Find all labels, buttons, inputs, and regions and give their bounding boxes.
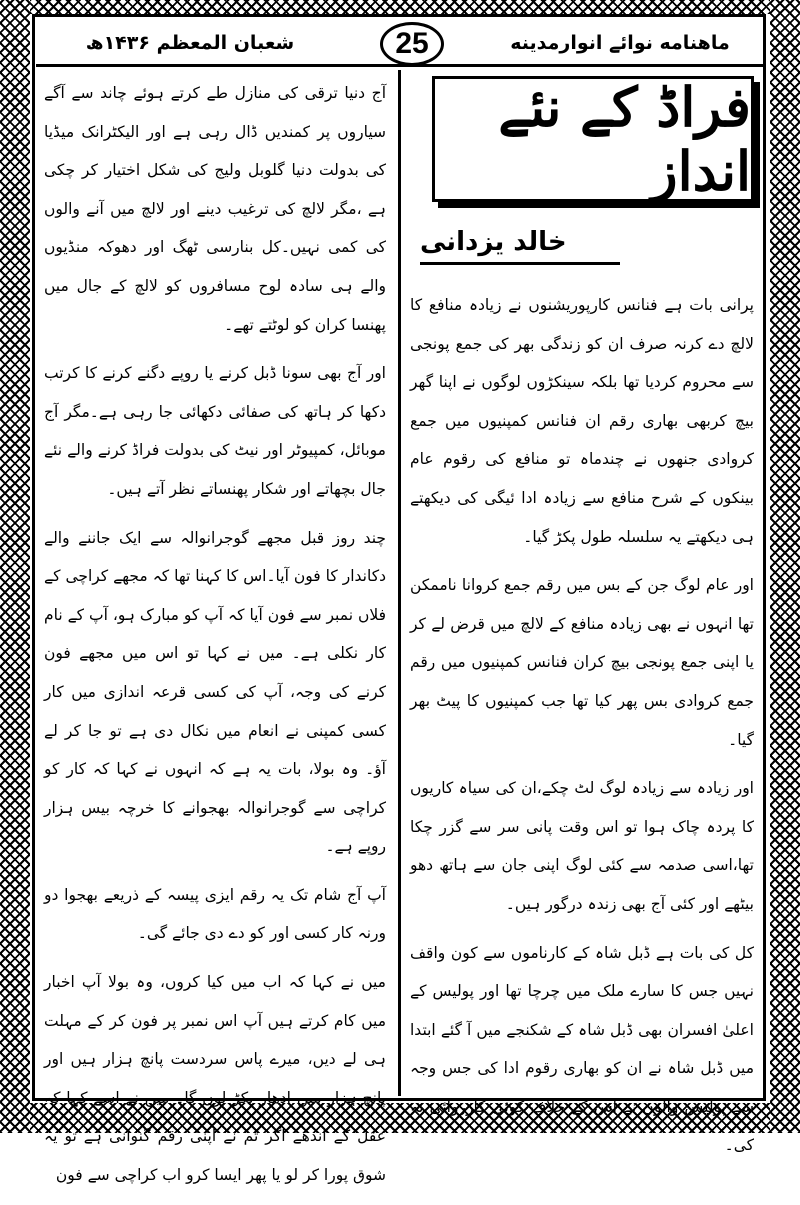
paragraph: کل کی بات ہے ڈبل شاہ کے کارناموں سے کون واقف نہیں جس کا سارے ملک میں چرچا تھا اور پولیس کے اعلیٰ افسران بھی ڈبل شاہ کے شکنجے میں آ گئے ابتدا میں ڈبل شاہ نے ان کو بھاری رقوم ادا کی جس وجہ سے پولیس والوں نے اس کے خلاف کوئی کارروائی نہ کی۔ — [410, 943, 754, 1155]
paragraph: چند روز قبل مجھے گوجرانوالہ سے ایک جاننے والے دکاندار کا فون آیا۔اس کا کہنا تھا کہ مجھے کراچی کے فلاں نمبر سے فون آیا کہ آپ کو مبارک ہو، آپ کے نام کار نکلی ہے۔ میں نے کہا تو اس میں مجھے فون کرنے کی وجہ، آپ کی کسی قرعہ اندازی میں کار کسی کمپنی نے انعام میں نکال دی ہے تو جا کر لے آؤ۔ وہ بولا، بات یہ ہے کہ انہوں نے کہا کہ کار کو کراچی سے گوجرانوالہ بھجوانے کا خرچہ بیس ہزار روپے ہے۔ — [44, 528, 386, 856]
header-divider — [36, 64, 764, 67]
border-top-ornament — [0, 0, 800, 14]
paragraph: پرانی بات ہے فنانس کارپوریشنوں نے زیادہ منافع کا لالچ دے کرنہ صرف ان کو زندگی بھر کی جمع پونجی سے محروم کردیا تھا بلکہ سینکڑوں لوگوں نے اپنا گھر بیچ کربھی بھاری رقم ان فنانس کمپنیوں میں جمع کروادی جنھوں نے چندماہ تو منافع کی رقوم عام بینکوں کے شرح منافع سے زیادہ ادا ئیگی کی دیکھتے ہی دیکھتے یہ سلسلہ طول پکڑ گیا۔ — [410, 296, 754, 546]
author-underline — [420, 262, 620, 265]
page-number: 25 — [380, 22, 444, 66]
title-box — [432, 76, 754, 202]
left-text-column — [44, 74, 386, 1205]
border-left-ornament — [0, 0, 30, 1133]
right-text-column — [410, 286, 754, 1175]
article-title: فراڈ کے نئے انداز — [498, 75, 751, 203]
paragraph: اور عام لوگ جن کے بس میں رقم جمع کروانا ناممکن تھا انہوں نے بھی زیادہ منافع کے لالچ میں قرض لے کر یا اپنی جمع پونجی بیچ کران فنانس کمپنیوں میں رقم جمع کروادی بس پھر کیا تھا جب کمپنیوں کا پیٹ بھر گیا۔ — [410, 576, 754, 749]
paragraph: آج دنیا ترقی کی منازل طے کرتے ہوئے چاند سے آگے سیاروں پر کمندیں ڈال رہی ہے اور الیکٹرانک میڈیا کی بدولت دنیا گلوبل ولیج کی شکل اختیار کر چکی ہے ،مگر لالچ کی ترغیب دینے اور لالچ میں آنے والوں کی کمی نہیں۔کل بنارسی ٹھگ اور دھوکہ منڈیوں والے ہی سادہ لوح مسافروں کو لالچ کے جال میں پھنسا کران کو لوٹتے تھے۔ — [44, 84, 386, 334]
paragraph: اور آج بھی سونا ڈبل کرنے یا روپے دگنے کرنے کا کرتب دکھا کر ہاتھ کی صفائی دکھائی جا رہی ہے۔مگر آج موبائل، کمپیوٹر اور نیٹ کی بدولت فراڈ کرنے والے نئے جال بچھاتے اور شکار پھنساتے نظر آتے ہیں۔ — [44, 364, 386, 498]
border-right-ornament — [770, 0, 800, 1133]
paragraph: اور زیادہ سے زیادہ لوگ لٹ چکے،ان کی سیاہ کاریوں کا پردہ چاک ہوا تو اس وقت پانی سر سے گزر چکا تھا،اسی صدمہ سے کئی لوگ اپنی جان سے ہاتھ دھو بیٹھے اور کئی آج بھی زندہ درگور ہیں۔ — [410, 779, 754, 913]
author-name: خالد یزدانی — [420, 227, 567, 257]
issue-date: شعبان المعظم ۱۴۳۶ھ — [85, 32, 295, 54]
paragraph: آپ آج شام تک یہ رقم ایزی پیسہ کے ذریعے بھجوا دو ورنہ کار کسی اور کو دے دی جائے گی۔ — [44, 885, 386, 943]
magazine-name: ماهنامه نوائے انوارمدینه — [510, 32, 730, 54]
column-divider — [398, 70, 401, 1096]
paragraph: میں نے کہا کہ اب میں کیا کروں، وہ بولا آپ اخبار میں کام کرتے ہیں آپ اس نمبر پر فون کر کے مہلت ہی لے دیں، میرے پاس سردست پانچ ہزار ہیں اور پانچ ہزار میں ادھار پکڑ لوں گا۔ میں نے اسے کہا کہ عقل کے اندھے اگر تم نے اپنی رقم گنوانی ہے تو یہ شوق پورا کر لو یا پھر ایسا کرو اب کراچی سے فون — [44, 973, 386, 1185]
